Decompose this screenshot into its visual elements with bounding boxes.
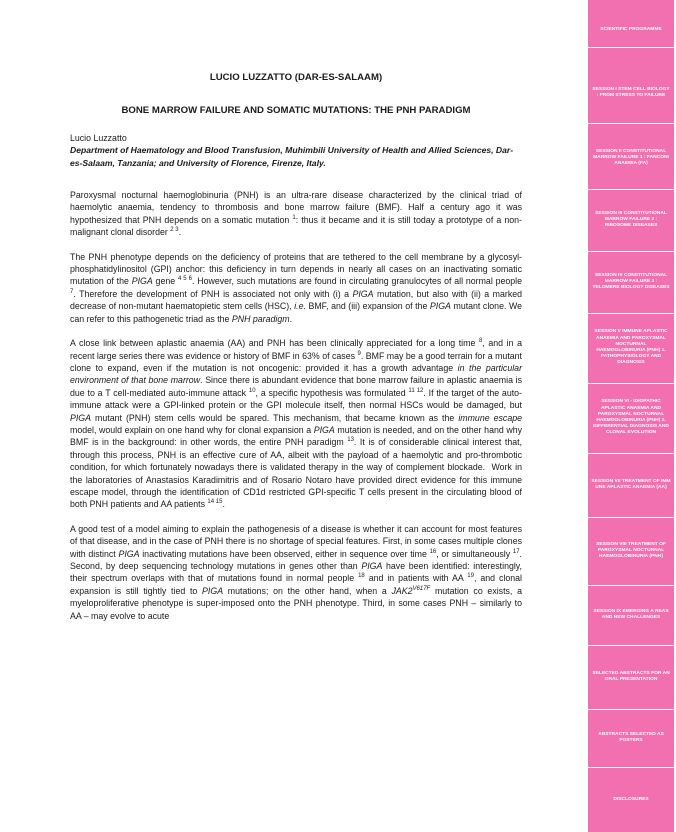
sidebar-item-2[interactable] [588,64,674,122]
sidebar-item-4[interactable] [588,190,674,250]
sidebar-item-label: SESSION IV CONSTITUTIONAL MARROW FAILURE 3 : TELOMERE BIOLOGY DISEASES [592,272,670,291]
sidebar-item-5[interactable] [588,252,674,312]
paragraph-3: A close link between aplastic anaemia (AA) and PNH has been clinically appreciated for a long time $^8$, and in a recent large series there was evidence or history of BMF in 63% of cases $^9$. BMF may be a good terrain for a mutant clone to expand, even if the mutation is not oncogenic: provided it has a growth advantage in the particular environment of that bone marrow. Since there is abundant evidence that bone marrow failure in aplastic anaemia is due to a T cell-mediated auto-immune attack $^{10}$, a specific hypothesis was formulated $^{11 12}$. If the target of the auto-immune attack were a GPI-linked protein or the GPI molecule itself, then normal HSCs would be damaged, but PIGA mutant (PNH) stem cells would be spared. This mechanism, that became known as the immune escape model, would explain on one hand why for clonal expansion a PIGA mutation is needed, and on the other hand why BMF is in the background: in other words, the entire PNH paradigm $^{13}$. It is of considerable clinical interest that, through this process, PNH is an effective cure of AA, albeit with the payload of a haemolytic and pro-thrombotic condition, for which fortunately nowadays there is validated therapy in the way of complement blockade. Work in the laboratories of Anastasios Karadimitris and of Rosario Notaro have provided direct evidence for this immune escape model, through the identification of CD1d restricted GPI-specific T cells present in the circulating blood of both PNH patients and AA patients $^{14 15}$. [70,338,523,510]
document-title: LUCIO LUZZATTO (DAR-ES-SALAAM) [209,72,383,83]
sidebar-item-3[interactable] [588,128,674,188]
document-body [70,72,522,634]
sidebar-item-10[interactable] [588,586,674,644]
sidebar-item-12[interactable] [588,710,674,766]
sidebar-item-label: ABSTRACTS SELECTED AS POSTERS [598,731,664,743]
document-subtitle: BONE MARROW FAILURE AND SOMATIC MUTATIONS: THE PNH PARADIGM [121,105,471,117]
sidebar-item-label: SESSION V IMMUNE APLASTIC ANAEMIA AND PAROXYSMAL NOCTURNAL HAEMOGLOBINURIA (PNH) 1. PATHOPHYSIOLOGY AND DIAGNOSIS [594,329,668,366]
paragraph-1: Paroxysmal nocturnal haemoglobinuria (PNH) is an ultra-rare disease characterized by the clinical triad of haemolytic anaemia, tendency to thrombosis and bone marrow failure (BMF). Half a century ago it was hypothesized that PNH depends on a somatic mutation $^1$: thus it became and it is still today a prototype of a non-malignant clonal disorder $^{2 3}$. [70,190,522,238]
sidebar-item-11[interactable] [588,646,674,708]
sidebar-item-label: SESSION IX EMERGING A REAS AND NEW CHALLENGES [593,608,669,620]
sidebar-item-label: SESSION VIII TREATMENT OF PAROXYSMAL NOCTURNAL HAEMOGLOBINURIA (PNH) [596,541,666,560]
sidebar-item-label: SESSION VI - IDIOPATHIC APLASTIC ANAEMIA AND PAROXYSMAL NOCTURNAL HAEMOGLOBINURIA (PNH) 2. DIFFERENTIAL DIAGNOSIS AND CLONAL EVOLUTION [593,399,669,436]
sidebar-item-6[interactable] [588,314,674,382]
sidebar-divider [588,47,674,48]
sidebar-item-label: DISCLOSURES [613,796,649,802]
sidebar-item-label: SESSION VII TREATMENT OF IMM UNE APLASTIC ANAEMIA (AA) [591,478,671,490]
sidebar-item-7[interactable] [588,384,674,452]
sidebar-item-1[interactable] [588,14,674,46]
sidebar-item-label: SESSION II CONSTITUTIONAL MARROW FAILURE 1 : FANCONI ANAEMIA (FA) [593,148,669,167]
sidebar-nav [588,0,674,832]
paragraph-4: A good test of a model aiming to explain the pathogenesis of a disease is whether it can account for most features of that disease, and in the case of PNH there is no shortage of special features. First, in some cases multiple clones with distinct PIGA inactivating mutations have been observed, either in sequence over time $^{16}$, or simultaneously $^{17}$. Second, by deep sequencing technology mutations in genes other than PIGA have been identified: interestingly, their spectrum overlaps with that of mutations found in normal people $^{18}$ and in patients with AA $^{19}$, and clonal expansion is still tightly tied to PIGA mutations; on the other hand, when a $JAK2^{V617F}$ mutation co exists, a myeloproliferative phenotype is super-imposed onto the PNH phenotype. Third, in some cases PNH – similarly to AA – may evolve to acute [70,523,522,621]
sidebar-item-label: SELECTED ABSTRACTS FOR AN ORAL PRESENTATION [592,670,670,682]
author-name: Lucio Luzzatto [70,132,127,143]
sidebar-item-13[interactable] [588,768,674,832]
sidebar-item-label: SESSION III CONSTITUTIONAL MARROW FAILURE 2 : RIBOSOME DISEASES [595,210,667,229]
paragraph-2: The PNH phenotype depends on the deficiency of proteins that are tethered to the cell membrane by a glycosyl-phosphatidylinositol (GPI) anchor: this deficiency in turn depends in nearly all cases on an inactivating somatic mutation of the PIGA gene $^{4 5 6}$. However, such mutations are found in circulating granulocytes of all normal people $^7$. Therefore the development of PNH is associated not only with (i) a PIGA mutation, but also with (ii) a marked decrease of non-mutant haematopietic stem cells (HSC), i.e. BMF, and (iii) expansion of the PIGA mutant clone. We can refer to this pathogenetic triad as the PNH paradigm. [70,251,522,324]
sidebar-item-label: SCIENTIFIC PROGRAMME [600,26,662,32]
author-affiliation: Department of Haematology and Blood Transfusion, Muhimbili University of Health and Allied Sciences, Dar-es-Salaam, Tanzania; and University of Florence, Firenze, Italy. [70,145,514,168]
sidebar-item-label: SESSION I STEM CELL BIOLOGY : FROM STRESS TO FAILURE [592,86,670,98]
sidebar-item-8[interactable] [588,454,674,516]
sidebar-divider [588,123,674,124]
sidebar-item-9[interactable] [588,518,674,584]
